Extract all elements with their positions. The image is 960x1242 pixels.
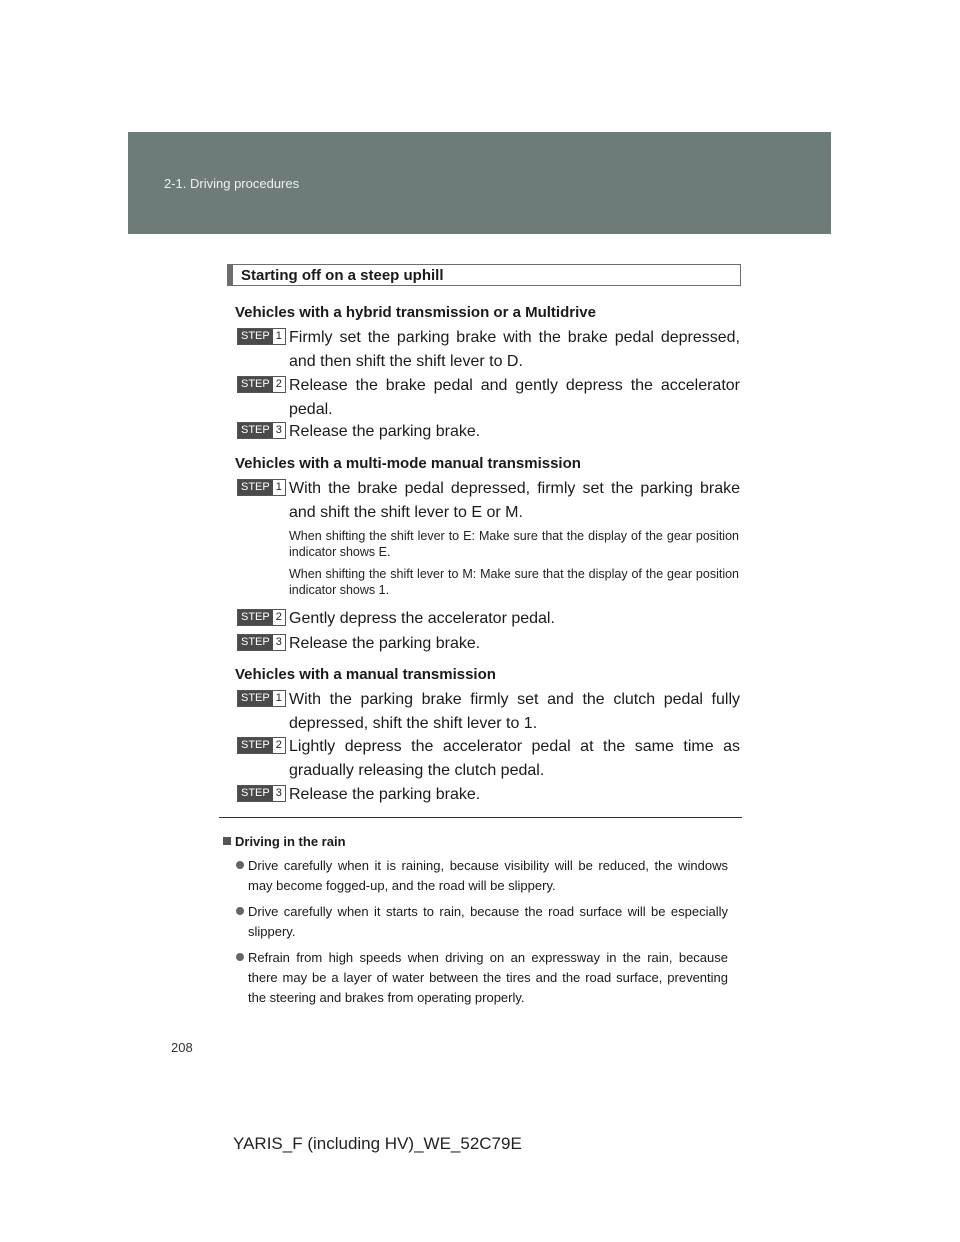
step-text: Release the parking brake. bbox=[289, 635, 481, 652]
step-item bbox=[237, 607, 740, 631]
step-badge: STEP 3 bbox=[237, 785, 286, 802]
step-text: With the brake pedal depressed, firmly set the parking brake and shift the shift lever to E or M. bbox=[289, 480, 740, 521]
section-title: Starting off on a steep uphill bbox=[241, 267, 444, 284]
step-text: Lightly depress the accelerator pedal at the same time as gradually releasing the clutch pedal. bbox=[289, 738, 740, 779]
step-text: Firmly set the parking brake with the brake pedal depressed, and then shift the shift lever to D. bbox=[289, 329, 740, 370]
note-text: When shifting the shift lever to E: Make sure that the display of the gear position indicator shows E. bbox=[289, 529, 739, 559]
info-bullet bbox=[236, 902, 728, 942]
subheading-manual: Vehicles with a manual transmission bbox=[235, 666, 496, 683]
square-bullet-icon bbox=[223, 837, 231, 845]
section-title-box bbox=[227, 264, 741, 286]
info-heading-text: Driving in the rain bbox=[235, 834, 346, 849]
bullet-dot-icon bbox=[236, 907, 244, 915]
step-item bbox=[237, 477, 740, 525]
step-item bbox=[237, 420, 740, 444]
footer-code: YARIS_F (including HV)_WE_52C79E bbox=[233, 1134, 522, 1153]
bullet-text: Drive carefully when it is raining, because visibility will be reduced, the windows may become fogged-up, and the road will be slippery. bbox=[248, 858, 728, 893]
step-text: Gently depress the accelerator pedal. bbox=[289, 610, 555, 627]
info-heading bbox=[223, 834, 346, 849]
step-text: Release the parking brake. bbox=[289, 786, 481, 803]
step-item bbox=[237, 326, 740, 374]
page-number: 208 bbox=[171, 1040, 193, 1055]
step-badge: STEP 2 bbox=[237, 737, 286, 754]
bullet-text: Refrain from high speeds when driving on an expressway in the rain, because there may be a layer of water between the tires and the road surface, preventing the steering and brakes from operating properly. bbox=[248, 950, 728, 1005]
info-bullet bbox=[236, 948, 728, 1008]
step-item bbox=[237, 688, 740, 736]
step-badge: STEP 3 bbox=[237, 422, 286, 439]
bullet-dot-icon bbox=[236, 953, 244, 961]
bullet-text: Drive carefully when it starts to rain, because the road surface will be especially slippery. bbox=[248, 904, 728, 939]
step-badge: STEP 2 bbox=[237, 376, 286, 393]
note-text: When shifting the shift lever to M: Make sure that the display of the gear position indicator shows 1. bbox=[289, 567, 739, 597]
step-badge: STEP 2 bbox=[237, 609, 286, 626]
step-item bbox=[237, 632, 740, 656]
step-item bbox=[237, 735, 740, 783]
info-bullet bbox=[236, 856, 728, 896]
step-text: With the parking brake firmly set and the clutch pedal fully depressed, shift the shift lever to 1. bbox=[289, 691, 740, 732]
step-badge: STEP 1 bbox=[237, 690, 286, 707]
step-text: Release the brake pedal and gently depress the accelerator pedal. bbox=[289, 377, 740, 418]
step-badge: STEP 1 bbox=[237, 479, 286, 496]
section-label: 2-1. Driving procedures bbox=[164, 176, 300, 191]
step-item bbox=[237, 783, 740, 807]
subheading-multimode: Vehicles with a multi-mode manual transmission bbox=[235, 455, 581, 472]
bullet-dot-icon bbox=[236, 861, 244, 869]
divider bbox=[219, 817, 742, 818]
step-badge: STEP 3 bbox=[237, 634, 286, 651]
step-item bbox=[237, 374, 740, 422]
step-text: Release the parking brake. bbox=[289, 423, 481, 440]
step-badge: STEP 1 bbox=[237, 328, 286, 345]
subheading-hybrid: Vehicles with a hybrid transmission or a Multidrive bbox=[235, 304, 596, 321]
